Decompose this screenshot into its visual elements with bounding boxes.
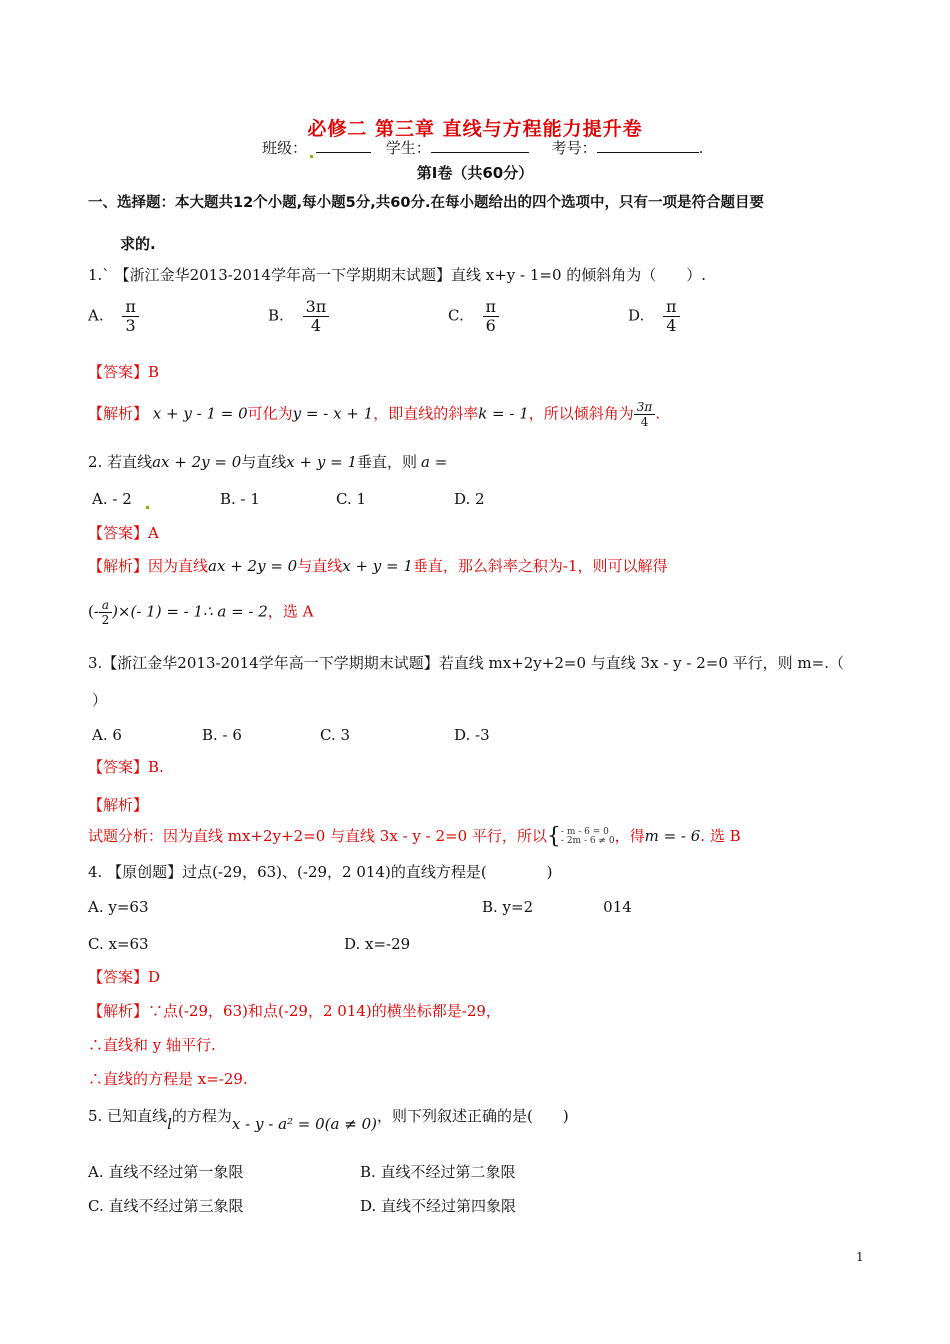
q5-option-b: B. 直线不经过第二象限	[360, 1163, 516, 1181]
class-label: 班级：	[262, 139, 308, 157]
q4-stem: 4. 【原创题】过点(-29，63)、(-29，2 014)的直线方程是( )	[88, 863, 553, 881]
q1-option-c: C. $\frac{\pi}{6}$	[448, 298, 499, 335]
q5-stem: 5. 已知直线l的方程为x - y - a² = 0(a ≠ 0)，则下列叙述正确的是( )	[88, 1107, 569, 1133]
volume-heading: 第Ⅰ卷（共60分）	[416, 164, 534, 182]
q3-answer: 【答案】B.	[88, 758, 164, 776]
fraction: $\frac{a}{2}$	[99, 598, 112, 627]
header-info	[262, 138, 703, 158]
q4-analysis-2: ∴直线和 y 轴平行.	[88, 1036, 216, 1054]
q3-option-d: D. -3	[454, 726, 490, 744]
q2-option-c: C. 1	[336, 490, 367, 508]
section-heading-line1: 一、选择题：本大题共12个小题,每小题5分,共60分.在每小题给出的四个选项中，只有一项是符合题目要	[88, 195, 764, 211]
q1-option-b: B. $\frac{3\pi}{4}$	[268, 298, 329, 335]
q4-option-d: D. x=-29	[344, 935, 411, 953]
q2-option-a: A. - 2	[92, 489, 152, 509]
q4-option-a: A. y=63	[88, 898, 149, 916]
q2-answer: 【答案】A	[88, 524, 159, 542]
q4-answer: 【答案】D	[88, 968, 161, 986]
q5-option-c: C. 直线不经过第三象限	[88, 1197, 244, 1215]
exam-no-label: 考号：	[551, 139, 597, 157]
q4-option-c: C. x=63	[88, 935, 149, 953]
q3-analysis: 试题分析：因为直线 mx+2y+2=0 与直线 3x - y - 2=0 平行，所以{ - m - 6 = 0 - 2m - 6 ≠ 0 ，得m = - 6. 选 B	[88, 824, 741, 849]
q5-option-a: A. 直线不经过第一象限	[88, 1163, 244, 1181]
q4-analysis-3: ∴直线的方程是 x=-29.	[88, 1070, 248, 1088]
q1-stem: 1.` 【浙江金华2013-2014学年高一下学期期末试题】直线 x+y - 1=0 的倾斜角为（ ）.	[88, 266, 707, 284]
q2-calculation: (- $\frac{a}{2}$ )×(- 1) = - 1∴ a = - 2，选 A	[88, 598, 314, 627]
q3-option-c: C. 3	[320, 726, 351, 744]
q1-option-a: A. $\frac{\pi}{3}$	[88, 298, 139, 335]
header-end: .	[698, 139, 704, 157]
dot-mark	[146, 506, 149, 509]
equation-system: - m - 6 = 0 - 2m - 6 ≠ 0	[560, 827, 615, 846]
q1-analysis: 【解析】 x + y - 1 = 0可化为y = - x + 1，即直线的斜率k = - 1，所以倾斜角为 $\frac{3\pi}{4}$ .	[88, 400, 661, 429]
q1-answer: 【答案】B	[88, 363, 160, 381]
dot-mark	[310, 155, 313, 158]
document-title: 必修二 第三章 直线与方程能力提升卷	[307, 118, 643, 140]
fraction: $\frac{\pi}{6}$	[483, 298, 500, 335]
q3-analysis-label: 【解析】	[88, 796, 149, 814]
student-blank	[431, 138, 529, 153]
q5-option-d: D. 直线不经过第四象限	[360, 1197, 517, 1215]
q4-option-b: B. y=2 014	[482, 898, 632, 916]
page-number: 1	[856, 1250, 864, 1264]
q2-option-b: B. - 1	[220, 490, 260, 508]
q2-option-d: D. 2	[454, 490, 485, 508]
q2-analysis: 【解析】因为直线ax + 2y = 0与直线x + y = 1垂直，那么斜率之积为-1，则可以解得	[88, 557, 668, 575]
fraction: $\frac{3\pi}{4}$	[634, 400, 656, 429]
class-blank	[316, 138, 371, 153]
exam-no-blank	[597, 138, 699, 153]
fraction: $\frac{3\pi}{4}$	[303, 298, 330, 335]
brace-symbol: {	[546, 824, 561, 849]
q2-stem: 2. 若直线ax + 2y = 0与直线x + y = 1垂直，则 a =	[88, 453, 448, 471]
section-heading-line2: 求的.	[120, 235, 156, 253]
q3-option-b: B. - 6	[202, 726, 242, 744]
fraction: $\frac{\pi}{3}$	[122, 298, 139, 335]
fraction: $\frac{\pi}{4}$	[663, 298, 680, 335]
q3-option-a: A. 6	[92, 726, 122, 744]
q4-analysis-1: 【解析】∵点(-29，63)和点(-29，2 014)的横坐标都是-29，	[88, 1002, 501, 1020]
q1-option-d: D. $\frac{\pi}{4}$	[628, 298, 680, 335]
q3-stem: 3.【浙江金华2013-2014学年高一下学期期末试题】若直线 mx+2y+2=0 与直线 3x - y - 2=0 平行，则 m=.（	[88, 654, 844, 672]
q3-stem-end: ）	[92, 691, 108, 709]
student-label: 学生：	[385, 139, 431, 157]
